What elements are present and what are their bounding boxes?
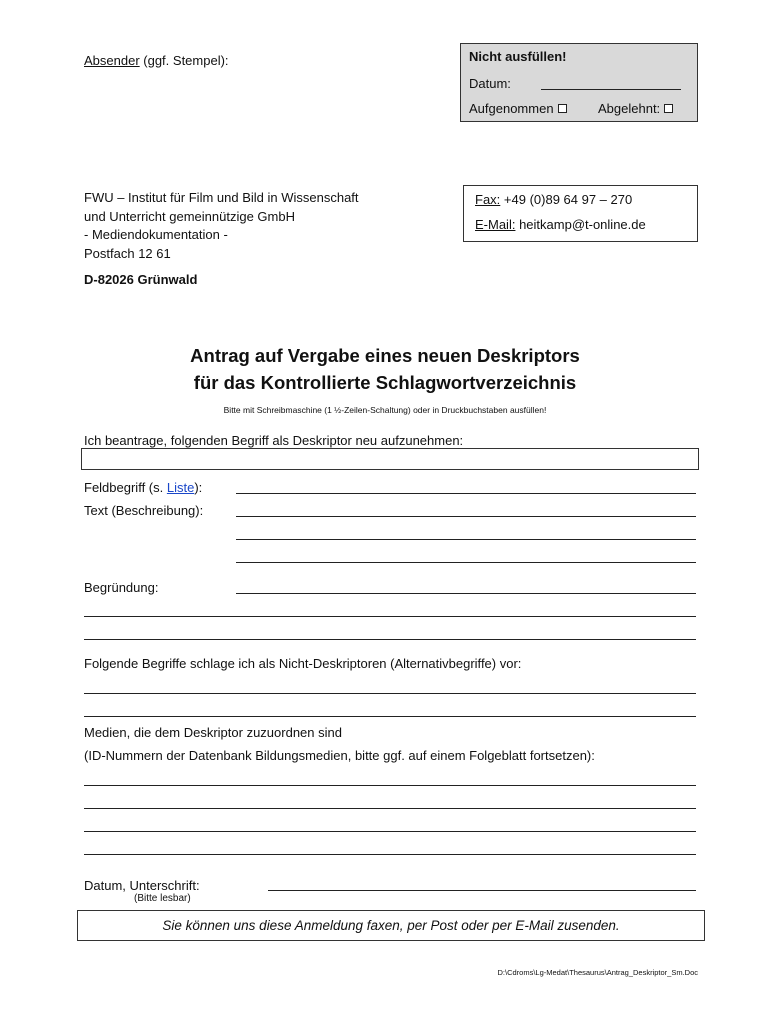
text-description-line-2[interactable]: [236, 539, 696, 540]
sender-label-suffix: (ggf. Stempel):: [139, 53, 229, 68]
field-term-list-link[interactable]: Liste: [166, 480, 195, 495]
descriptor-input[interactable]: [81, 448, 699, 470]
address-line-3: - Mediendokumentation -: [84, 227, 228, 242]
text-description-line-1[interactable]: [236, 516, 696, 517]
reason-line-1[interactable]: [236, 593, 696, 594]
signature-label: Datum, Unterschrift:: [84, 878, 200, 893]
signature-line[interactable]: [268, 890, 696, 891]
fax-value: +49 (0)89 64 97 – 270: [500, 192, 633, 207]
address-line-2: und Unterricht gemeinnützige GmbH: [84, 208, 295, 224]
reason-line-3[interactable]: [84, 639, 696, 640]
alt-terms-line-2[interactable]: [84, 716, 696, 717]
sender-label: [84, 53, 229, 68]
request-label: Ich beantrage, folgenden Begriff als Deskriptor neu aufzunehmen:: [84, 433, 464, 448]
office-rejected: [598, 101, 673, 116]
media-line-2[interactable]: [84, 808, 696, 809]
sender-label-main: Absender: [84, 53, 140, 68]
text-description-line-3[interactable]: [236, 562, 696, 563]
email-value: heitkamp@t-online.de: [515, 217, 646, 232]
field-term-suffix: ):: [194, 480, 203, 495]
office-date-line: [541, 89, 681, 90]
office-accepted: [469, 101, 567, 116]
fax-line: [475, 192, 632, 207]
field-term-prefix: Feldbegriff (s.: [84, 480, 167, 495]
address-line-4: Postfach 12 61: [84, 245, 171, 261]
address-city: D-82026 Grünwald: [84, 272, 198, 287]
form-title-line-2: für das Kontrollierte Schlagwortverzeichnis: [193, 372, 577, 393]
office-accepted-label: Aufgenommen: [469, 101, 554, 116]
file-path: D:\Cdroms\Lg-Medat\Thesaurus\Antrag_Deskriptor_Sm.Doc: [497, 968, 698, 977]
field-term-label: [84, 480, 202, 495]
media-line-4[interactable]: [84, 854, 696, 855]
fill-instruction: Bitte mit Schreibmaschine (1 ½-Zeilen-Schaltung) oder in Druckbuchstaben ausfüllen!: [223, 405, 547, 415]
reason-label: Begründung:: [84, 580, 159, 595]
reason-line-2[interactable]: [84, 616, 696, 617]
form-title-line-1: Antrag auf Vergabe eines neuen Deskriptors: [190, 345, 580, 366]
office-date-label: Datum:: [469, 76, 511, 91]
text-description-label: Text (Beschreibung):: [84, 503, 204, 518]
office-use-heading: Nicht ausfüllen!: [469, 49, 567, 64]
rejected-checkbox[interactable]: [664, 104, 673, 113]
address-line-1: FWU – Institut für Film und Bild in Wissenschaft: [84, 190, 359, 205]
alt-terms-line-1[interactable]: [84, 693, 696, 694]
media-label-line-1: Medien, die dem Deskriptor zuzuordnen sind: [84, 725, 342, 740]
office-use-box: [460, 43, 698, 122]
footer-note: Sie können uns diese Anmeldung faxen, per Post oder per E-Mail zusenden.: [77, 910, 705, 941]
field-term-line[interactable]: [236, 493, 696, 494]
alt-terms-label: Folgende Begriffe schlage ich als Nicht-Deskriptoren (Alternativbegriffe) vor:: [84, 656, 522, 671]
fax-label: Fax:: [475, 192, 501, 207]
accepted-checkbox[interactable]: [558, 104, 567, 113]
recipient-address: [84, 189, 359, 263]
media-label-line-2: (ID-Nummern der Datenbank Bildungsmedien, bitte ggf. auf einem Folgeblatt fortsetzen):: [84, 748, 595, 763]
media-line-1[interactable]: [84, 785, 696, 786]
email-line: [475, 217, 646, 232]
signature-note: (Bitte lesbar): [134, 893, 191, 904]
office-rejected-label: Abgelehnt:: [598, 101, 661, 116]
email-label: E-Mail:: [475, 217, 516, 232]
media-line-3[interactable]: [84, 831, 696, 832]
contact-box: [463, 185, 698, 242]
